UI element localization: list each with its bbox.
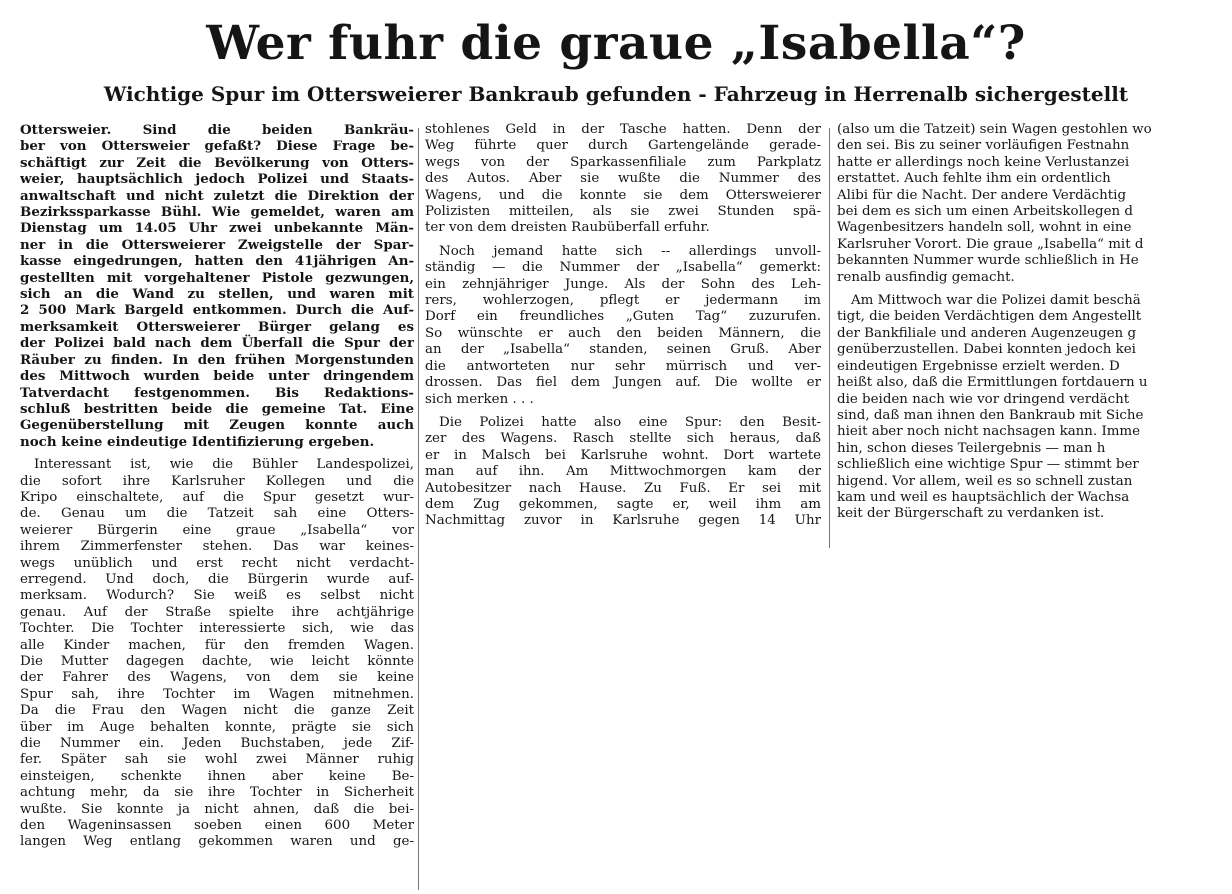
- text-line: wegs von der Sparkassenfiliale zum Parkplatz: [425, 154, 821, 170]
- text-line: die beiden nach wie vor dringend verdächt: [837, 391, 1130, 407]
- text-line: die sofort ihre Karlsruher Kollegen und die: [20, 473, 414, 489]
- text-line: Karlsruher Vorort. Die graue „Isabella“ mit d: [837, 236, 1144, 252]
- column-divider-1: [418, 128, 419, 890]
- text-line: die antworteten nur sehr mürrisch und ver-: [425, 358, 821, 374]
- text-line: den Wageninsassen soeben einen 600 Meter: [20, 818, 414, 834]
- text-line: er in Malsch bei Karlsruhe wohnt. Dort wartete: [425, 447, 821, 463]
- text-line: hin, schon dieses Teilergebnis — man h: [837, 440, 1106, 456]
- text-line: kam und weil es hauptsächlich der Wachsa: [837, 489, 1130, 505]
- text-line: ber von Ottersweier gefaßt? Diese Frage be-: [20, 138, 414, 155]
- text-line: langen Weg entlang gekommen waren und ge-: [20, 834, 414, 850]
- text-line: weier, hauptsächlich jedoch Polizei und Staats-: [20, 171, 414, 188]
- text-line: drossen. Das fiel dem Jungen auf. Die wollte er: [425, 375, 821, 391]
- text-line: schließlich eine wichtige Spur — stimmt ber: [837, 457, 1139, 473]
- text-line: wußte. Sie konnte ja nicht ahnen, daß die bei-: [20, 801, 414, 817]
- text-line: über im Auge behalten konnte, prägte sie sich: [20, 719, 414, 735]
- text-line: higend. Vor allem, weil es so schnell zustan: [837, 473, 1133, 489]
- text-line: der Fahrer des Wagens, von dem sie keine: [20, 670, 414, 686]
- text-line: erstattet. Auch fehlte ihm ein ordentlich: [837, 171, 1111, 187]
- text-line: erregend. Und doch, die Bürgerin wurde auf-: [20, 571, 414, 587]
- text-line: alle Kinder machen, für den fremden Wagen.: [20, 637, 414, 653]
- text-line: Spur sah, ihre Tochter im Wagen mitnehmen.: [20, 686, 414, 702]
- text-line: Die Polizei hatte also eine Spur: den Besit-: [439, 414, 821, 430]
- text-line: rers, wohlerzogen, pflegt er jedermann im: [425, 293, 821, 309]
- text-line: schäftigt zur Zeit die Bevölkerung von Otters-: [20, 154, 414, 171]
- text-line: achtung mehr, da sie ihre Tochter in Sicherheit: [20, 785, 414, 801]
- text-line: ein zehnjähriger Junge. Als der Sohn des Leh-: [425, 276, 821, 292]
- text-line: Dienstag um 14.05 Uhr zwei unbekannte Män-: [20, 220, 414, 237]
- text-line: Interessant ist, wie die Bühler Landespolizei,: [34, 457, 414, 473]
- paragraph: [837, 122, 1222, 286]
- text-line: sich merken . . .: [425, 391, 534, 407]
- text-line: noch keine eindeutige Identifizierung ergeben.: [20, 433, 375, 450]
- headline: Wer fuhr die graue „Isabella“?: [206, 16, 1026, 71]
- text-line: Am Mittwoch war die Polizei damit beschä: [851, 293, 1141, 309]
- text-line: heißt also, daß die Ermittlungen fortdauern u: [837, 375, 1148, 391]
- text-line: ter von dem dreisten Raubüberfall erfuhr.: [425, 220, 710, 236]
- text-line: de. Genau um die Tatzeit sah eine Otters-: [20, 506, 414, 522]
- text-line: keit der Bürgerschaft zu verdanken ist.: [837, 506, 1105, 522]
- text-line: Gegenüberstellung mit Zeugen konnte auch: [20, 417, 414, 434]
- text-line: Die Mutter dagegen dachte, wie leicht könnte: [20, 654, 414, 669]
- text-line: Tatverdacht festgenommen. Bis Redaktions-: [20, 384, 414, 401]
- paragraph: [837, 293, 1222, 523]
- column-divider-2: [829, 128, 830, 548]
- subheadline: Wichtige Spur im Ottersweierer Bankraub gefunden - Fahrzeug in Herrenalb sichergestellt: [103, 82, 1129, 106]
- text-line: Räuber zu finden. In den frühen Morgenstunden: [20, 351, 414, 368]
- text-line: hieit aber noch nicht nachsagen kann. Imme: [837, 424, 1141, 440]
- text-line: man auf ihn. Am Mittwochmorgen kam der: [425, 464, 821, 480]
- text-line: des Mittwoch wurden beide unter dringendem: [20, 368, 414, 385]
- text-line: die Nummer ein. Jeden Buchstaben, jede Zif-: [20, 736, 414, 752]
- text-line: merksam. Wodurch? Sie weiß es selbst nicht: [20, 588, 414, 604]
- text-line: schluß bestritten beide die gemeine Tat. Eine: [20, 400, 414, 417]
- text-line: Polizisten mitteilen, als sie zwei Stunden spä-: [425, 204, 821, 220]
- article-column-2: [425, 122, 821, 530]
- text-line: So wünschte er auch den beiden Männern, die: [425, 325, 821, 341]
- text-line: den sei. Bis zu seiner vorläufigen Festnahn: [837, 138, 1130, 154]
- text-line: Noch jemand hatte sich -- allerdings unvoll-: [439, 243, 821, 259]
- paragraph: [20, 457, 414, 851]
- text-line: anwaltschaft und nicht zuletzt die Direktion der: [20, 187, 414, 204]
- text-line: des Autos. Aber sie wußte die Nummer des: [425, 171, 821, 187]
- text-line: wegs unüblich und erst recht nicht verdacht-: [20, 555, 414, 571]
- text-line: Kripo einschaltete, auf die Spur gesetzt wur-: [20, 489, 414, 505]
- text-line: dem Zug gekommen, sagte er, weil ihm am: [425, 496, 821, 512]
- text-line: merksamkeit Ottersweierer Bürger gelang es: [20, 318, 414, 335]
- text-line: an der „Isabella“ standen, seinen Gruß. Aber: [425, 342, 821, 358]
- text-line: genüberzustellen. Dabei konnten jedoch kei: [837, 342, 1136, 358]
- article-column-3: [837, 122, 1222, 523]
- text-line: hatte er allerdings noch keine Verlustanzei: [837, 154, 1130, 170]
- text-line: der Bankfiliale und anderen Augenzeugen g: [837, 325, 1137, 341]
- text-line: genau. Auf der Straße spielte ihre achtjährige: [20, 604, 414, 620]
- text-line: Ottersweier. Sind die beiden Bankräu-: [20, 122, 414, 138]
- text-line: einsteigen, schenkte ihnen aber keine Be-: [20, 768, 414, 784]
- text-line: renalb ausfindig gemacht.: [837, 269, 1015, 285]
- text-line: bei dem es sich um einen Arbeitskollegen d: [837, 204, 1134, 220]
- text-line: kasse eingedrungen, hatten den 41jährigen An-: [20, 253, 414, 270]
- text-line: weierer Bürgerin eine graue „Isabella“ vor: [20, 522, 414, 538]
- text-line: Alibi für die Nacht. Der andere Verdächtig: [837, 187, 1127, 203]
- text-line: ständig — die Nummer der „Isabella“ gemerkt:: [425, 260, 821, 276]
- text-line: der Polizei bald nach dem Überfall die Spur der: [20, 335, 414, 352]
- text-line: Dorf ein freundliches „Guten Tag“ zuzurufen.: [425, 309, 821, 325]
- article-column-1: [20, 122, 414, 851]
- text-line: (also um die Tatzeit) sein Wagen gestohlen wo: [837, 122, 1152, 137]
- paragraph: [425, 122, 821, 237]
- text-line: 2 500 Mark Bargeld entkommen. Durch die Auf-: [20, 302, 414, 319]
- text-line: stohlenes Geld in der Tasche hatten. Denn der: [425, 122, 821, 137]
- text-line: Nachmittag zuvor in Karlsruhe gegen 14 Uhr: [425, 513, 821, 529]
- text-line: bekannten Nummer wurde schließlich in He: [837, 253, 1139, 269]
- text-line: eindeutigen Ergebnisse erzielt werden. D: [837, 358, 1120, 374]
- text-line: gestellten mit vorgehaltener Pistole gezwungen,: [20, 269, 414, 286]
- text-line: Tochter. Die Tochter interessierte sich, wie das: [20, 621, 414, 637]
- text-line: Da die Frau den Wagen nicht die ganze Zeit: [20, 703, 414, 719]
- text-line: ihrem Zimmerfenster stehen. Das war keines-: [20, 539, 414, 555]
- text-line: sich an die Wand zu stellen, und waren mit: [20, 286, 414, 303]
- text-line: Wagens, und die konnte sie dem Ottersweierer: [425, 187, 821, 203]
- text-line: Weg führte quer durch Gartengelände gerade-: [425, 138, 821, 154]
- text-line: fer. Später sah sie wohl zwei Männer ruhig: [20, 752, 414, 768]
- text-line: ner in die Ottersweierer Zweigstelle der Spar-: [20, 236, 414, 253]
- text-line: Bezirkssparkasse Bühl. Wie gemeldet, waren am: [20, 204, 414, 221]
- lead-paragraph: [20, 122, 414, 450]
- text-line: Autobesitzer nach Hause. Zu Fuß. Er sei mit: [425, 480, 821, 496]
- text-line: tigt, die beiden Verdächtigen dem Angestellt: [837, 309, 1142, 325]
- text-line: zer des Wagens. Rasch stellte sich heraus, daß: [425, 431, 821, 447]
- text-line: Wagenbesitzers handeln soll, wohnt in eine: [837, 220, 1132, 236]
- paragraph: [425, 415, 821, 530]
- text-line: sind, daß man ihnen den Bankraub mit Siche: [837, 407, 1144, 423]
- paragraph: [425, 244, 821, 408]
